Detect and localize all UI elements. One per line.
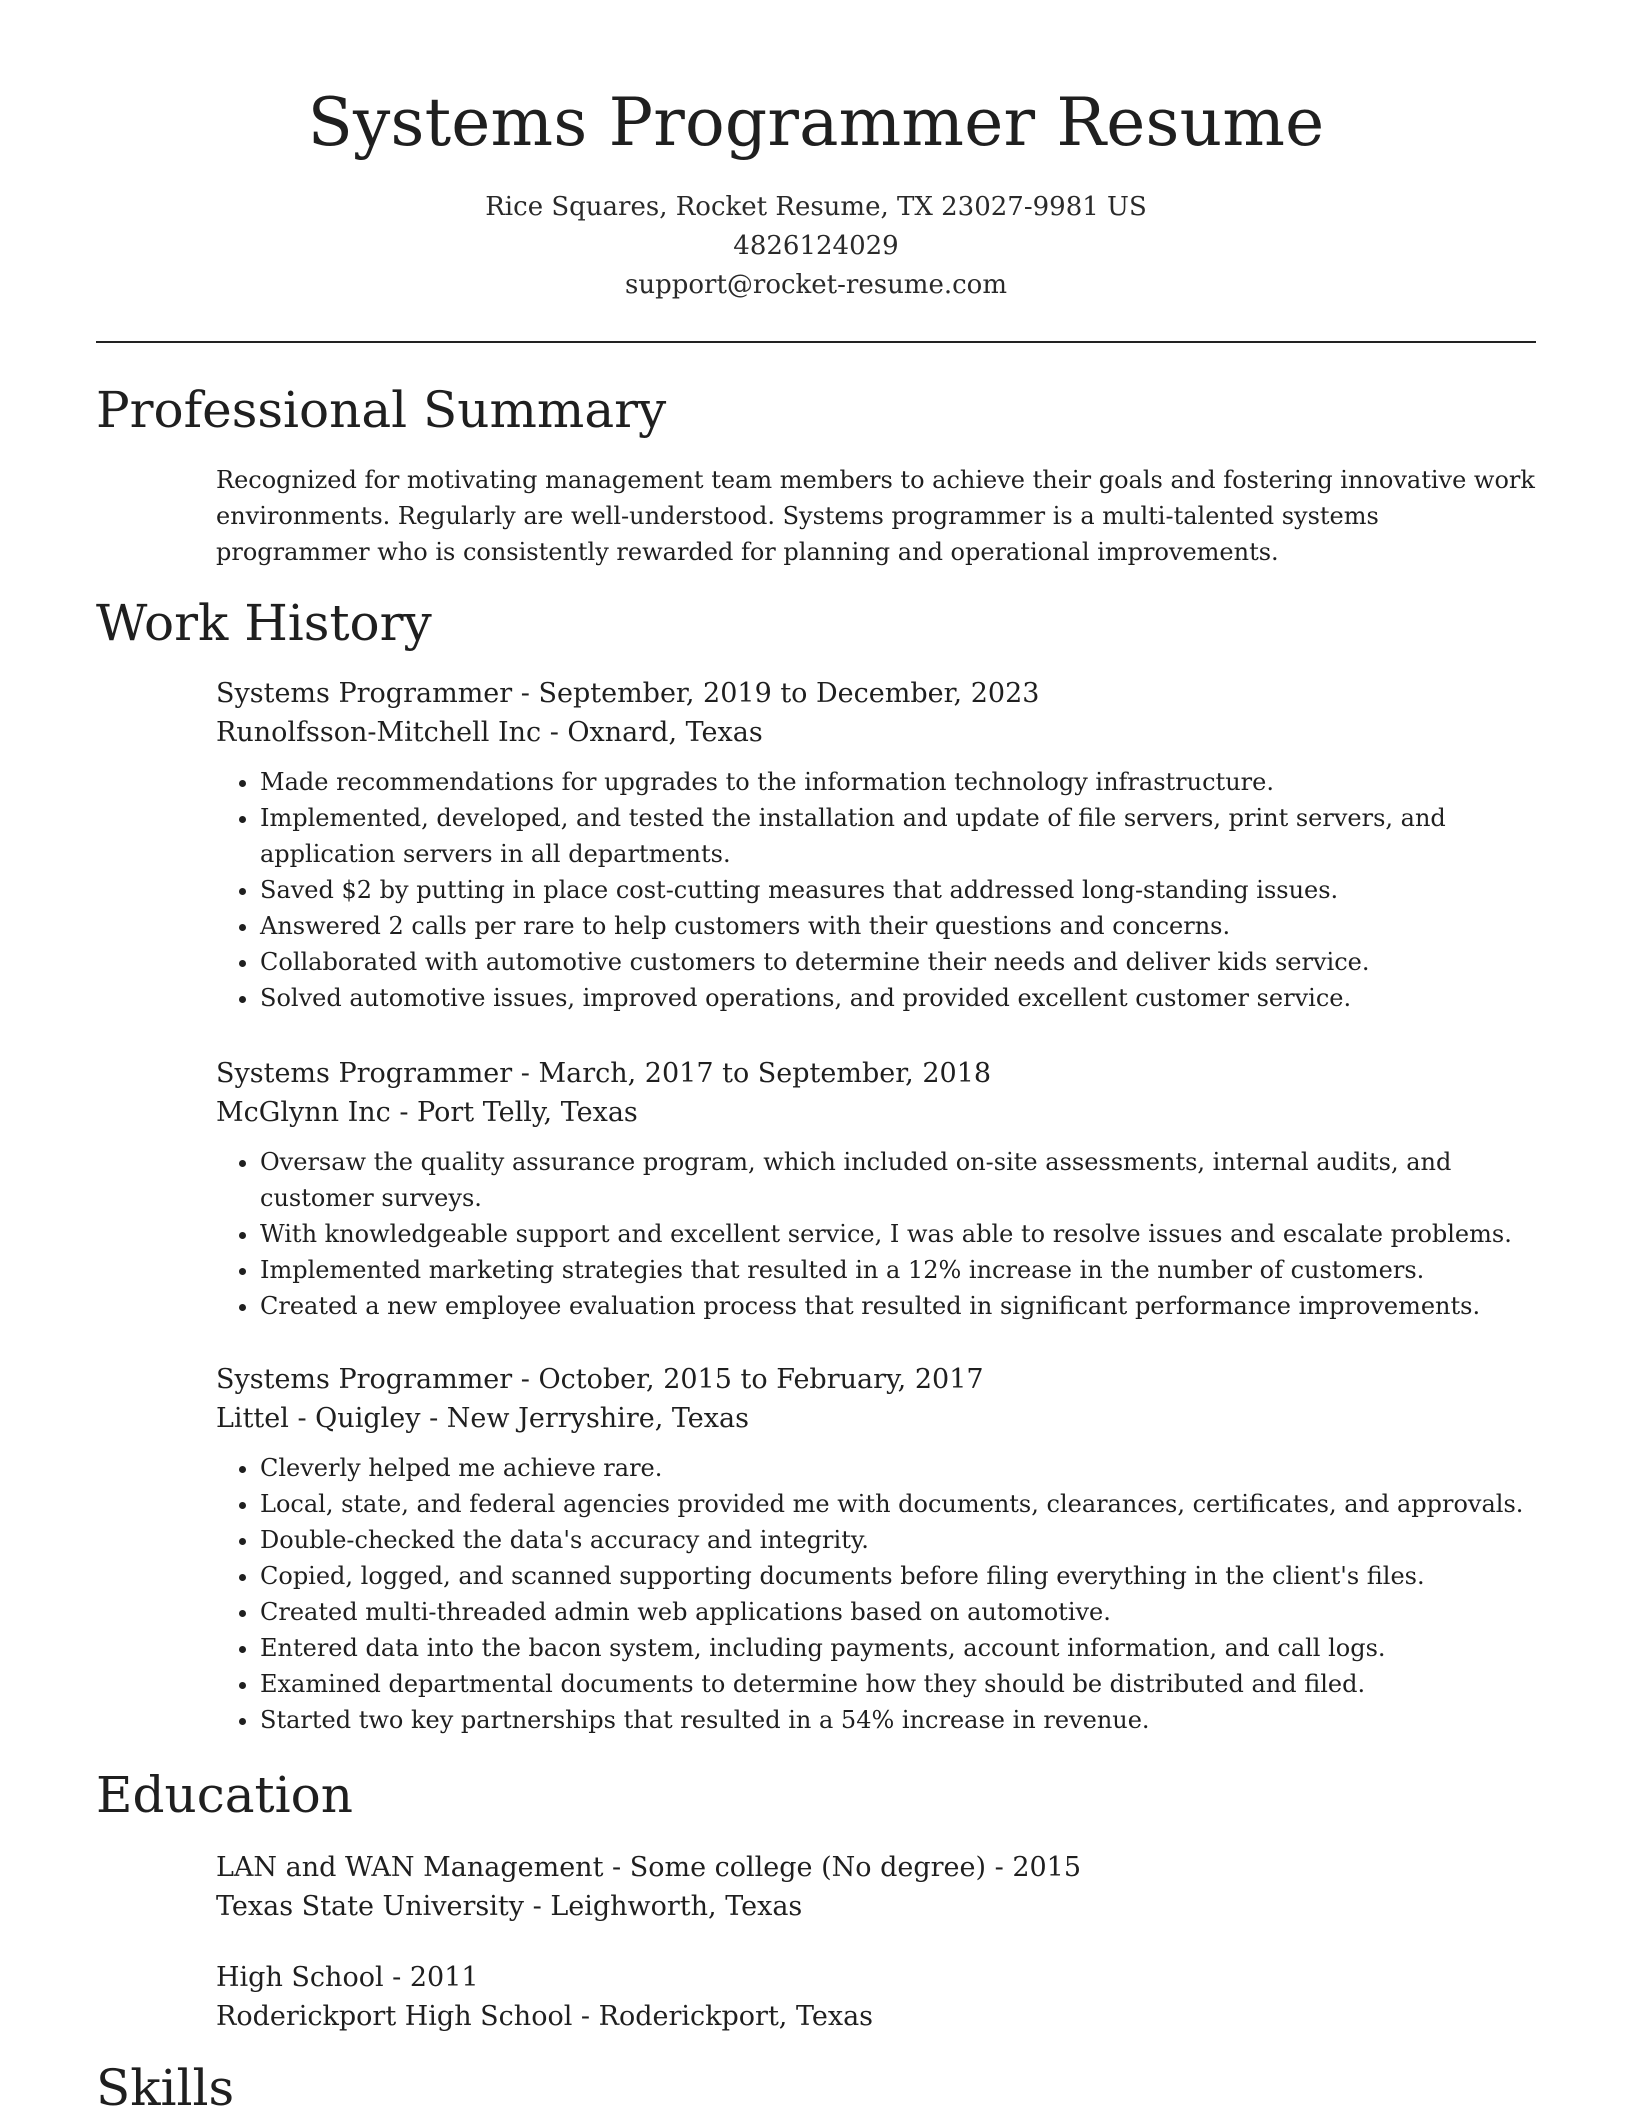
- job-dates: - September, 2019 to December, 2023: [512, 678, 1040, 709]
- contact-block: [0, 188, 1632, 305]
- resume-header: [0, 80, 1632, 305]
- education-program: LAN and WAN Management: [216, 1852, 604, 1883]
- education-details: - 2011: [383, 1962, 479, 1993]
- job-bullet: • Cleverly helped me achieve rare.: [260, 1450, 1536, 1486]
- job-bullets: [216, 1144, 1536, 1324]
- job-bullet: • Answered 2 calls per rare to help customers with their questions and concerns.: [260, 908, 1536, 944]
- education-entry: [216, 1848, 1536, 1926]
- education-program: High School: [216, 1962, 384, 1993]
- job-title: Systems Programmer: [216, 1058, 513, 1089]
- education-location: - Roderickport, Texas: [572, 2001, 874, 2032]
- contact-address: Rice Squares, Rocket Resume, TX 23027-9981 US: [485, 192, 1147, 222]
- education-heading: Education: [96, 1766, 353, 1824]
- job-bullet: • Collaborated with automotive customers to determine their needs and deliver kids service.: [260, 944, 1536, 980]
- job-company-line: [216, 1093, 1536, 1132]
- job-title-line: [216, 1360, 1536, 1399]
- job-company: Runolfsson-Mitchell Inc: [216, 717, 542, 748]
- job-company-line: [216, 1399, 1536, 1438]
- job-company-line: [216, 713, 1536, 752]
- job-title-line: [216, 674, 1536, 713]
- job-bullet: • Examined departmental documents to determine how they should be distributed and filed.: [260, 1666, 1536, 1702]
- job-title-line: [216, 1054, 1536, 1093]
- job-title: Systems Programmer: [216, 678, 513, 709]
- job-bullet: • Solved automotive issues, improved operations, and provided excellent customer service.: [260, 980, 1536, 1016]
- education-entry: [216, 1958, 1536, 2036]
- job-bullet: • Implemented marketing strategies that resulted in a 12% increase in the number of customers.: [260, 1252, 1536, 1288]
- job-bullet: • Copied, logged, and scanned supporting documents before filing everything in the client's files.: [260, 1558, 1536, 1594]
- header-divider: [96, 341, 1536, 343]
- contact-phone: 4826124029: [733, 231, 899, 261]
- job-bullet: • Local, state, and federal agencies provided me with documents, clearances, certificates, and approvals.: [260, 1486, 1536, 1522]
- education-location: - Leighworth, Texas: [524, 1891, 803, 1922]
- skills-heading: Skills: [96, 2059, 235, 2117]
- job-location: - Oxnard, Texas: [541, 717, 763, 748]
- job-dates: - March, 2017 to September, 2018: [512, 1058, 992, 1089]
- education-school-line: [216, 1887, 1536, 1926]
- job-location: - New Jerryshire, Texas: [420, 1403, 749, 1434]
- job-bullet: • Created multi-threaded admin web applications based on automotive.: [260, 1594, 1536, 1630]
- job-dates: - October, 2015 to February, 2017: [512, 1364, 984, 1395]
- contact-email: support@rocket-resume.com: [624, 270, 1007, 300]
- education-program-line: [216, 1848, 1536, 1887]
- job-bullet: • Implemented, developed, and tested the installation and update of file servers, print servers, and application servers in all departments.: [260, 800, 1536, 872]
- job-bullet: • Double-checked the data's accuracy and integrity.: [260, 1522, 1536, 1558]
- job-bullet: • Oversaw the quality assurance program, which included on-site assessments, internal audits, and customer surveys.: [260, 1144, 1536, 1216]
- job-title: Systems Programmer: [216, 1364, 513, 1395]
- job-bullet: • Entered data into the bacon system, including payments, account information, and call logs.: [260, 1630, 1536, 1666]
- summary-text: Recognized for motivating management team members to achieve their goals and fostering innovative work environments. Regularly are well-understood. Systems programmer is a multi-talented systems programmer who is consistently rewarded for planning and operational improvements.: [216, 466, 1535, 566]
- work-history-heading: Work History: [96, 594, 432, 652]
- job-bullet: • Created a new employee evaluation process that resulted in significant performance improvements.: [260, 1288, 1536, 1324]
- job-bullet: • Started two key partnerships that resulted in a 54% increase in revenue.: [260, 1702, 1536, 1738]
- job-entry: [216, 1360, 1536, 1738]
- education-details: - Some college (No degree) - 2015: [603, 1852, 1082, 1883]
- job-bullet: • Made recommendations for upgrades to the information technology infrastructure.: [260, 764, 1536, 800]
- education-school: Roderickport High School: [216, 2001, 573, 2032]
- job-company: Littel - Quigley: [216, 1403, 421, 1434]
- job-bullet: • With knowledgeable support and excellent service, I was able to resolve issues and escalate problems.: [260, 1216, 1536, 1252]
- summary-heading: Professional Summary: [96, 381, 667, 439]
- job-bullets: [216, 1450, 1536, 1738]
- education-program-line: [216, 1958, 1536, 1997]
- job-location: - Port Telly, Texas: [390, 1097, 638, 1128]
- education-school: Texas State University: [216, 1891, 525, 1922]
- resume-title: Systems Programmer Resume: [307, 84, 1325, 161]
- job-bullets: [216, 764, 1536, 1016]
- job-entry: [216, 674, 1536, 1016]
- job-entry: [216, 1054, 1536, 1324]
- job-bullet: • Saved $2 by putting in place cost-cutting measures that addressed long-standing issues.: [260, 872, 1536, 908]
- education-school-line: [216, 1997, 1536, 2036]
- job-company: McGlynn Inc: [216, 1097, 391, 1128]
